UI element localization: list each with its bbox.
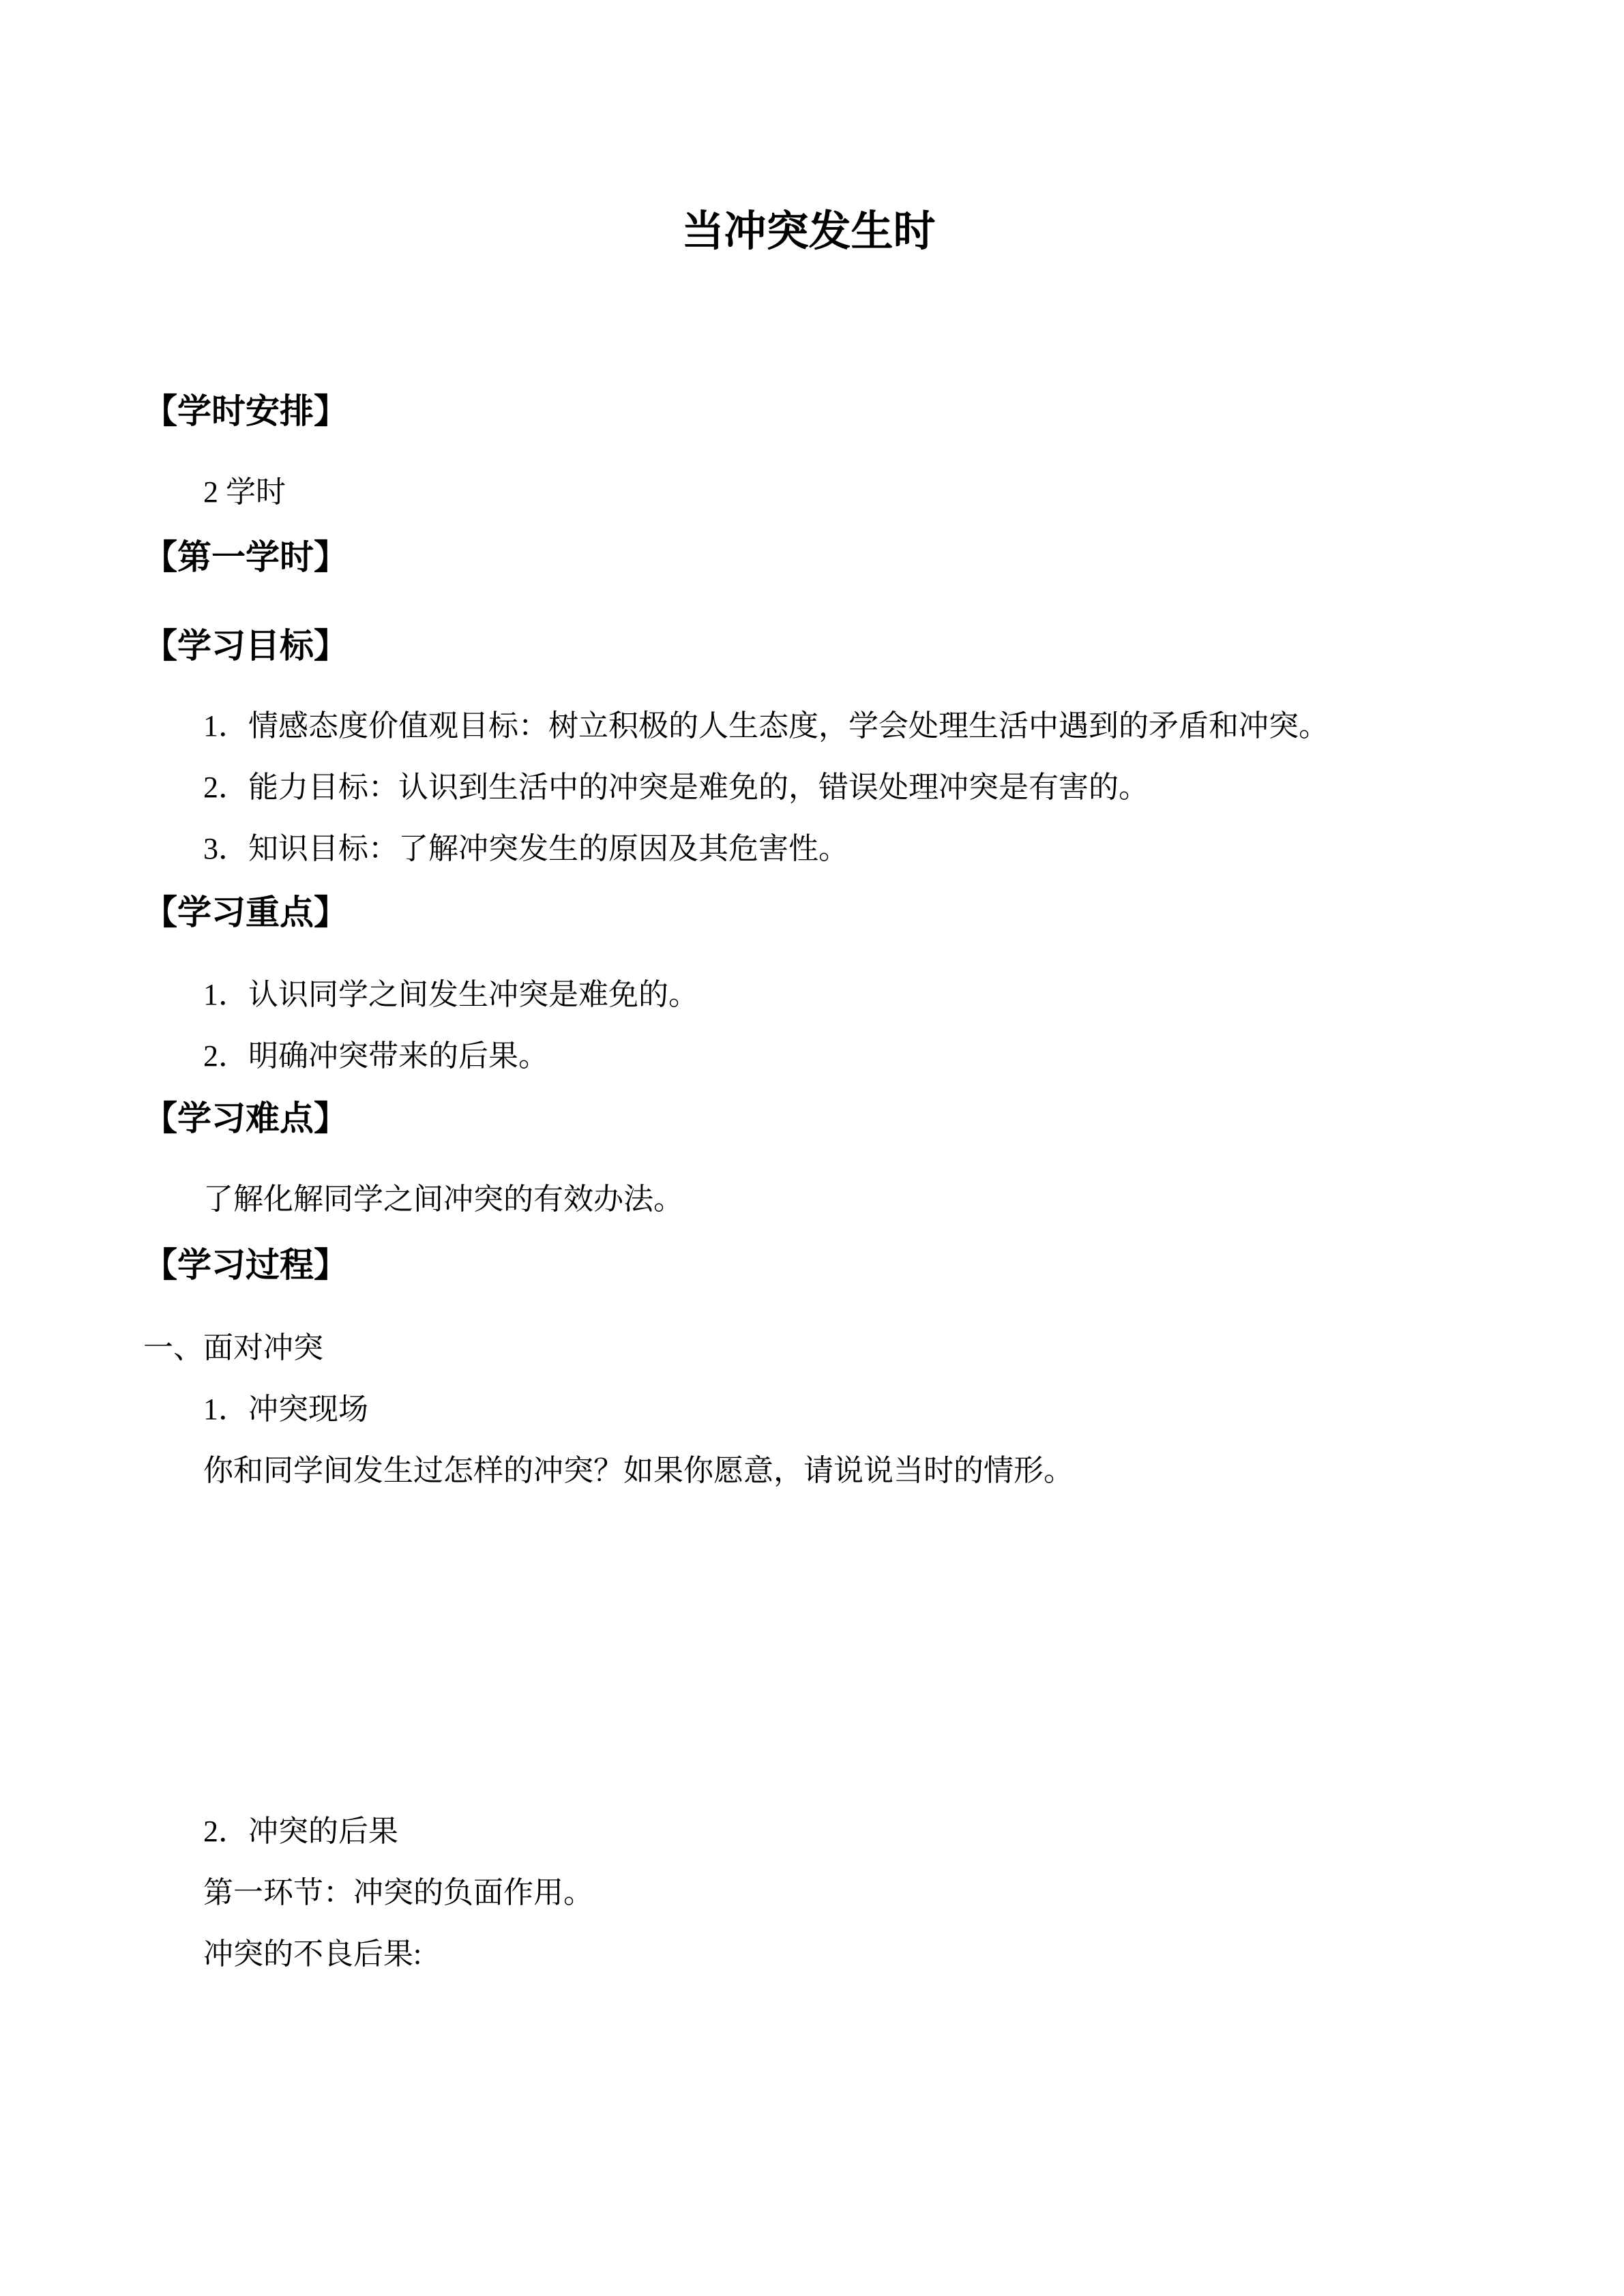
section-heading-process: 【学习过程】 [143, 1246, 348, 1284]
consequences-label: 冲突的不良后果: [203, 1937, 422, 1971]
part-one-label: 一、面对冲突 [143, 1331, 323, 1365]
list-item: 2．冲突的后果 [203, 1815, 398, 1848]
list-item: 3．知识目标：了解冲突发生的原因及其危害性。 [203, 832, 848, 865]
process-part-one-continued [143, 1801, 1474, 1985]
section-heading-schedule: 【学时安排】 [143, 392, 348, 430]
discussion-prompt: 你和同学间发生过怎样的冲突？如果你愿意，请说说当时的情形。 [203, 1454, 1074, 1487]
process-part-one [143, 1317, 1474, 1502]
section-heading-key-points: 【学习重点】 [143, 893, 348, 931]
step-one-label: 第一环节：冲突的负面作用。 [203, 1876, 593, 1909]
document-title: 当冲突发生时 [681, 209, 936, 255]
section-heading-lesson-one: 【第一学时】 [143, 538, 348, 576]
list-item: 1．情感态度价值观目标：树立积极的人生态度，学会处理生活中遇到的矛盾和冲突。 [203, 709, 1329, 743]
difficulties-text: 了解化解同学之间冲突的有效办法。 [203, 1182, 683, 1216]
section-heading-objectives: 【学习目标】 [143, 627, 348, 665]
list-item: 2．明确冲突带来的后果。 [203, 1039, 548, 1073]
list-item: 1．冲突现场 [203, 1392, 368, 1426]
section-heading-difficulties: 【学习难点】 [143, 1099, 348, 1137]
list-item: 2．能力目标：认识到生活中的冲突是难免的，错误处理冲突是有害的。 [203, 771, 1149, 804]
objectives-list [143, 696, 1474, 880]
key-points-list [143, 964, 1474, 1087]
schedule-value: 2 学时 [203, 475, 286, 509]
list-item: 1．认识同学之间发生冲突是难免的。 [203, 978, 698, 1011]
